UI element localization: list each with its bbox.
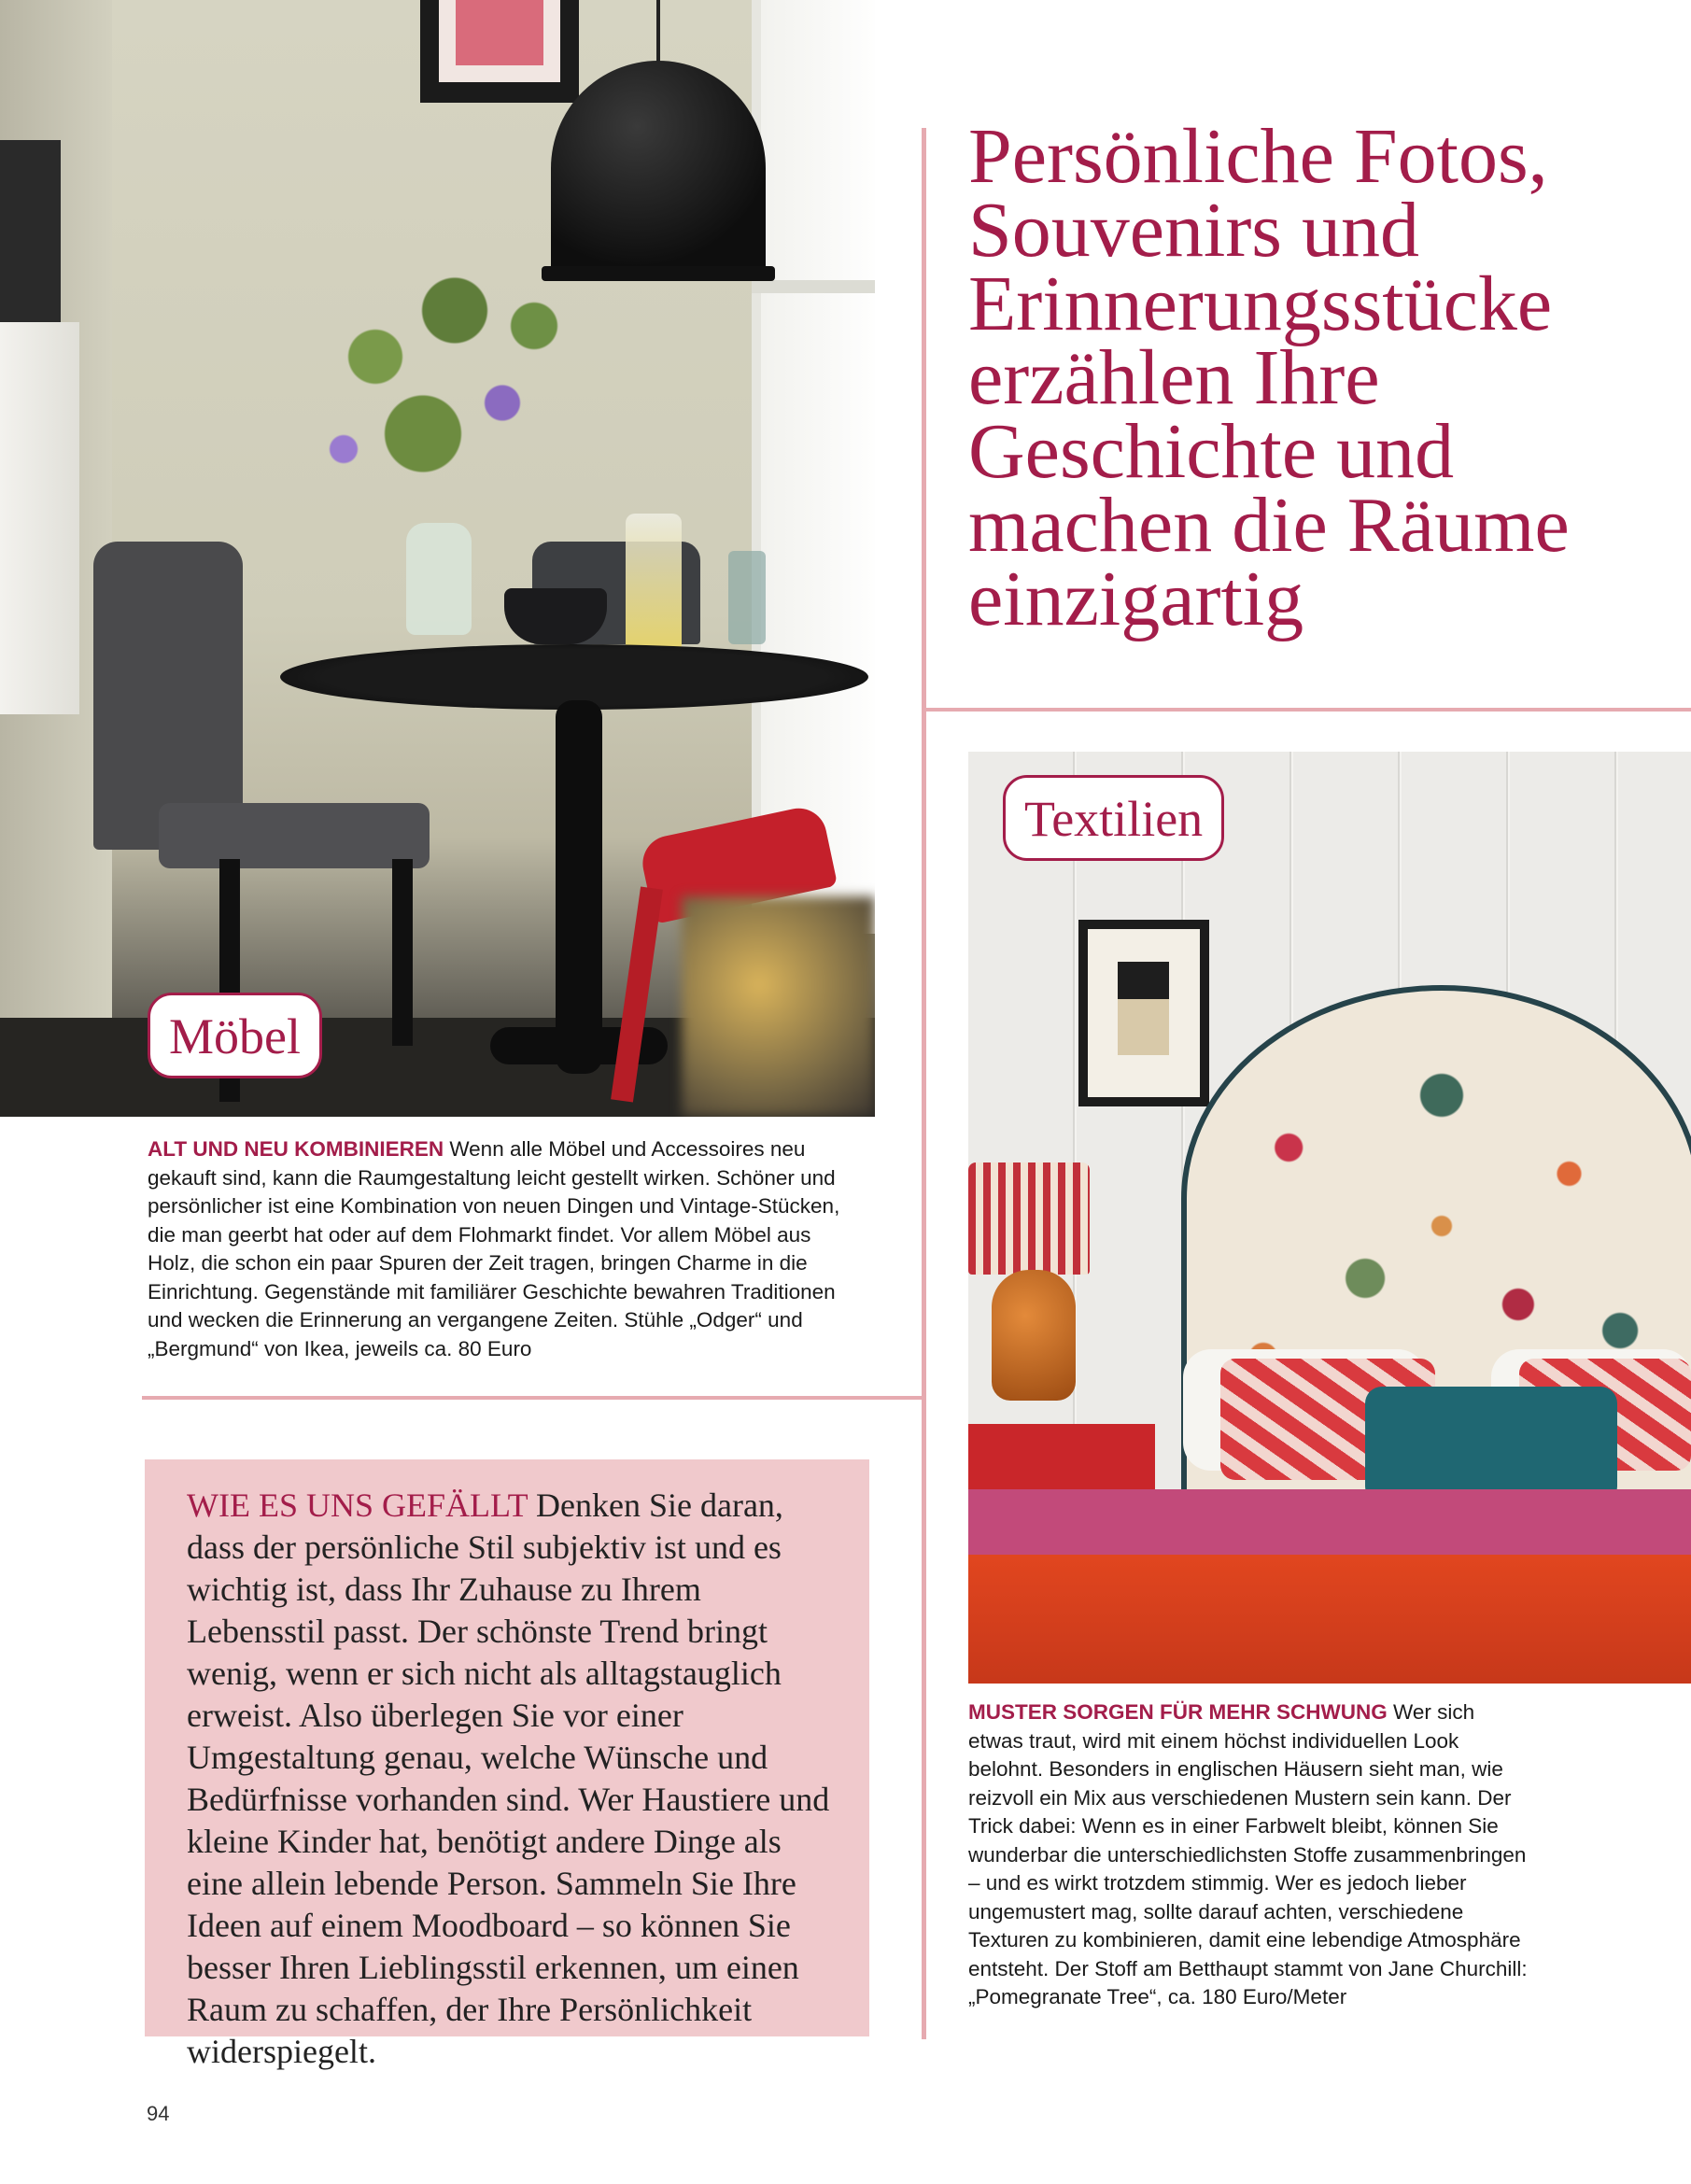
caption-lead: ALT UND NEU KOMBINIEREN xyxy=(148,1137,444,1161)
horizontal-rule-left xyxy=(142,1396,922,1400)
table-pedestal xyxy=(556,700,602,1074)
section-tag-textilien: Textilien xyxy=(1003,775,1224,861)
caption-moebel xyxy=(148,1135,857,1363)
orange-blanket xyxy=(968,1555,1691,1684)
horizontal-rule-right xyxy=(926,708,1691,712)
bedroom-photo xyxy=(968,752,1691,1684)
stacked-bowls xyxy=(504,588,607,644)
bottle xyxy=(626,514,682,654)
caption-body: Wer sich etwas traut, wird mit einem höchst individuellen Look belohnt. Besonders in englischen Häusern sieht man, wie reizvoll ein Mix aus verschiedenen Mustern sein kann. Der Trick dabei: Wenn es in einer Farbwelt bleibt, können Sie wunderbar die unterschiedlichsten Stoffe zusammenbringen – und es wirkt trotzdem stimmig. Wer es jedoch lieber ungemustert mag, sollte darauf achten, verschiedene Texturen zu kombinieren, damit eine lebendige Atmosphäre entsteht. Der Stoff am Betthaupt stammt von Jane Churchill: „Pomegranate Tree“, ca. 180 Euro/Meter xyxy=(968,1700,1528,2008)
page-number: 94 xyxy=(147,2102,170,2125)
glass-vase xyxy=(406,523,472,635)
window-bar xyxy=(752,280,875,293)
fireplace-mantel xyxy=(0,322,79,714)
caption-textilien xyxy=(968,1698,1529,2012)
info-box-body: Denken Sie daran, dass der persönliche Stil subjektiv ist und es wichtig ist, dass Ihr Zuhause zu Ihrem Lebensstil passt. Der schönste Trend bringt wenig, wenn er sich nicht als alltagstauglich erweist. Also überlegen Sie vor einer Umgestaltung genau, welche Wünsche und Bedürfnisse vorhanden sind. Wer Haustiere und kleine Kinder hat, benötigt andere Dinge als eine allein lebende Person. Sammeln Sie Ihre Ideen auf einem Moodboard – so können Sie besser Ihren Lieblingsstil erkennen, um einen Raum zu schaffen, der Ihre Persönlichkeit widerspiegelt. xyxy=(187,1487,830,2070)
info-box xyxy=(145,1459,869,2070)
info-box-lead: WIE ES UNS GEFÄLLT xyxy=(187,1487,528,1524)
vertical-rule-top xyxy=(922,128,926,2039)
table-lamp-shade xyxy=(968,1162,1090,1275)
foreground-blur xyxy=(682,896,875,1117)
lamp-cord xyxy=(656,0,660,65)
info-box-text xyxy=(187,1485,841,2073)
picture-frame-left xyxy=(0,140,61,327)
dining-room-photo xyxy=(0,0,875,1117)
grey-chair-seat xyxy=(159,803,430,868)
caption-lead: MUSTER SORGEN FÜR MEHR SCHWUNG xyxy=(968,1700,1388,1724)
caption-body: Wenn alle Möbel und Accessoires neu gekauft sind, kann die Raumgestaltung leicht gestellt wirken. Schöner und persönlicher ist eine Kombination von neuen Dingen und Vintage-Stücken, die man geerbt hat oder auf dem Flohmarkt findet. Vor allem Möbel aus Holz, die schon ein paar Spuren der Zeit tragen, bringen Charme in die Einrichtung. Gegenstände mit familiärer Geschichte bewahren Traditionen und wecken die Erinnerung an vergangene Zeiten. Stühle „Odger“ und „Bergmund“ von Ikea, jeweils ca. 80 Euro xyxy=(148,1137,840,1360)
flower-bouquet xyxy=(280,233,598,542)
window xyxy=(752,0,875,934)
picture-art xyxy=(456,0,543,65)
pink-throw xyxy=(968,1489,1691,1564)
drinking-glass xyxy=(728,551,766,644)
teal-cushion xyxy=(1365,1387,1617,1503)
pull-quote: Persönliche Fotos, Souvenirs und Erinnerungsstücke erzählen Ihre Geschichte und machen die Räume einzigartig xyxy=(968,113,1570,642)
section-tag-moebel: Möbel xyxy=(148,993,322,1078)
table-lamp-base xyxy=(992,1270,1076,1401)
chair-leg xyxy=(392,859,413,1046)
wall-art xyxy=(1118,962,1169,1055)
